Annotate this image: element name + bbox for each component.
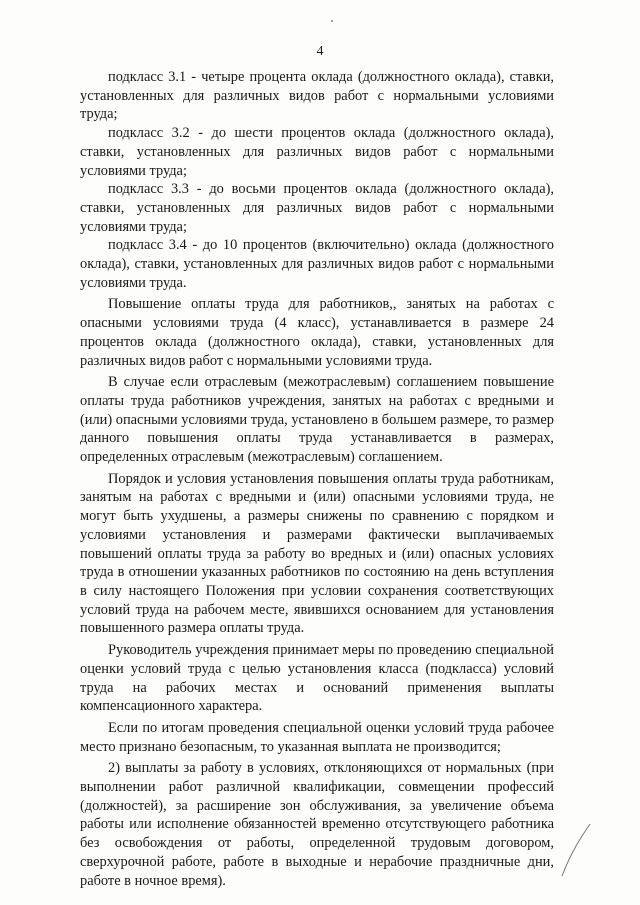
paragraph-industry-agreement: В случае если отраслевым (межотраслевым) соглашением повышение оплаты труда работников учреждения, занятых на работах с вредными и (или) опасными условиями труда, установлено в большем размере, то размер данного повышения оплаты труда устанавливается в размерах, определенных отраслевым (межотраслевым) соглашением. bbox=[80, 374, 554, 466]
paragraph-special-assessment: Руководитель учреждения принимает меры по проведению специальной оценки условий труда с целью установления класса (подкласса) условий труда на рабочих местах и оснований применения выплаты компенсационного характера. bbox=[80, 642, 554, 715]
paragraph-subclass-3-4: подкласс 3.4 - до 10 процентов (включительно) оклада (должностного оклада), ставки, установленных для различных видов работ с нормальными условиями труда. bbox=[80, 237, 554, 291]
paragraph-deviating-conditions: 2) выплаты за работу в условиях, отклоняющихся от нормальных (при выполнении работ различной квалификации, совмещении профессий (должностей), за расширение зон обслуживания, за увеличение объема работы или исполнение обязанностей временно отсутствующего работника без освобождения от работы, определенной трудовым договором, сверхурочной работе, работе в выходные и нерабочие праздничные дни, работе в ночное время). bbox=[80, 760, 554, 889]
document-body bbox=[80, 68, 554, 890]
paragraph-safe-workplace: Если по итогам проведения специальной оценки условий труда рабочее место признано безопасным, то указанная выплата не производится; bbox=[80, 719, 554, 755]
scan-speck bbox=[331, 20, 333, 22]
pen-stroke-mark bbox=[556, 820, 596, 880]
paragraph-subclass-3-3: подкласс 3.3 - до восьми процентов оклада (должностного оклада), ставки, установленных для различных видов работ с нормальными условиями труда; bbox=[80, 181, 554, 235]
page-number: 4 bbox=[316, 44, 324, 59]
paragraph-procedure-conditions: Порядок и условия установления повышения оплаты труда работникам, занятым на работах с вредными и (или) опасными условиями труда, не могут быть ухудшены, а размеры снижены по сравнению с порядком и условиями установления и размерами фактически выплачиваемых повышений оплаты труда за работу во вредных и (или) опасных условиях труда в отношении указанных работников по состоянию на день вступления в силу настоящего Положения при условии сохранения соответствующих условий труда на рабочем месте, явившихся основанием для установления повышенного размера оплаты труда. bbox=[80, 470, 554, 637]
paragraph-hazardous-conditions: Повышение оплаты труда для работников,, занятых на работах с опасными условиями труда (4 класс), устанавливается в размере 24 процентов оклада (должностного оклада), ставки, установленных для различных видов работ с нормальными условиями труда. bbox=[80, 296, 554, 369]
paragraph-subclass-3-1: подкласс 3.1 - четыре процента оклада (должностного оклада), ставки, установленных для различных видов работ с нормальными условиями труда; bbox=[80, 69, 554, 123]
paragraph-subclass-3-2: подкласс 3.2 - до шести процентов оклада (должностного оклада), ставки, установленных для различных видов работ с нормальными условиями труда; bbox=[80, 125, 554, 179]
